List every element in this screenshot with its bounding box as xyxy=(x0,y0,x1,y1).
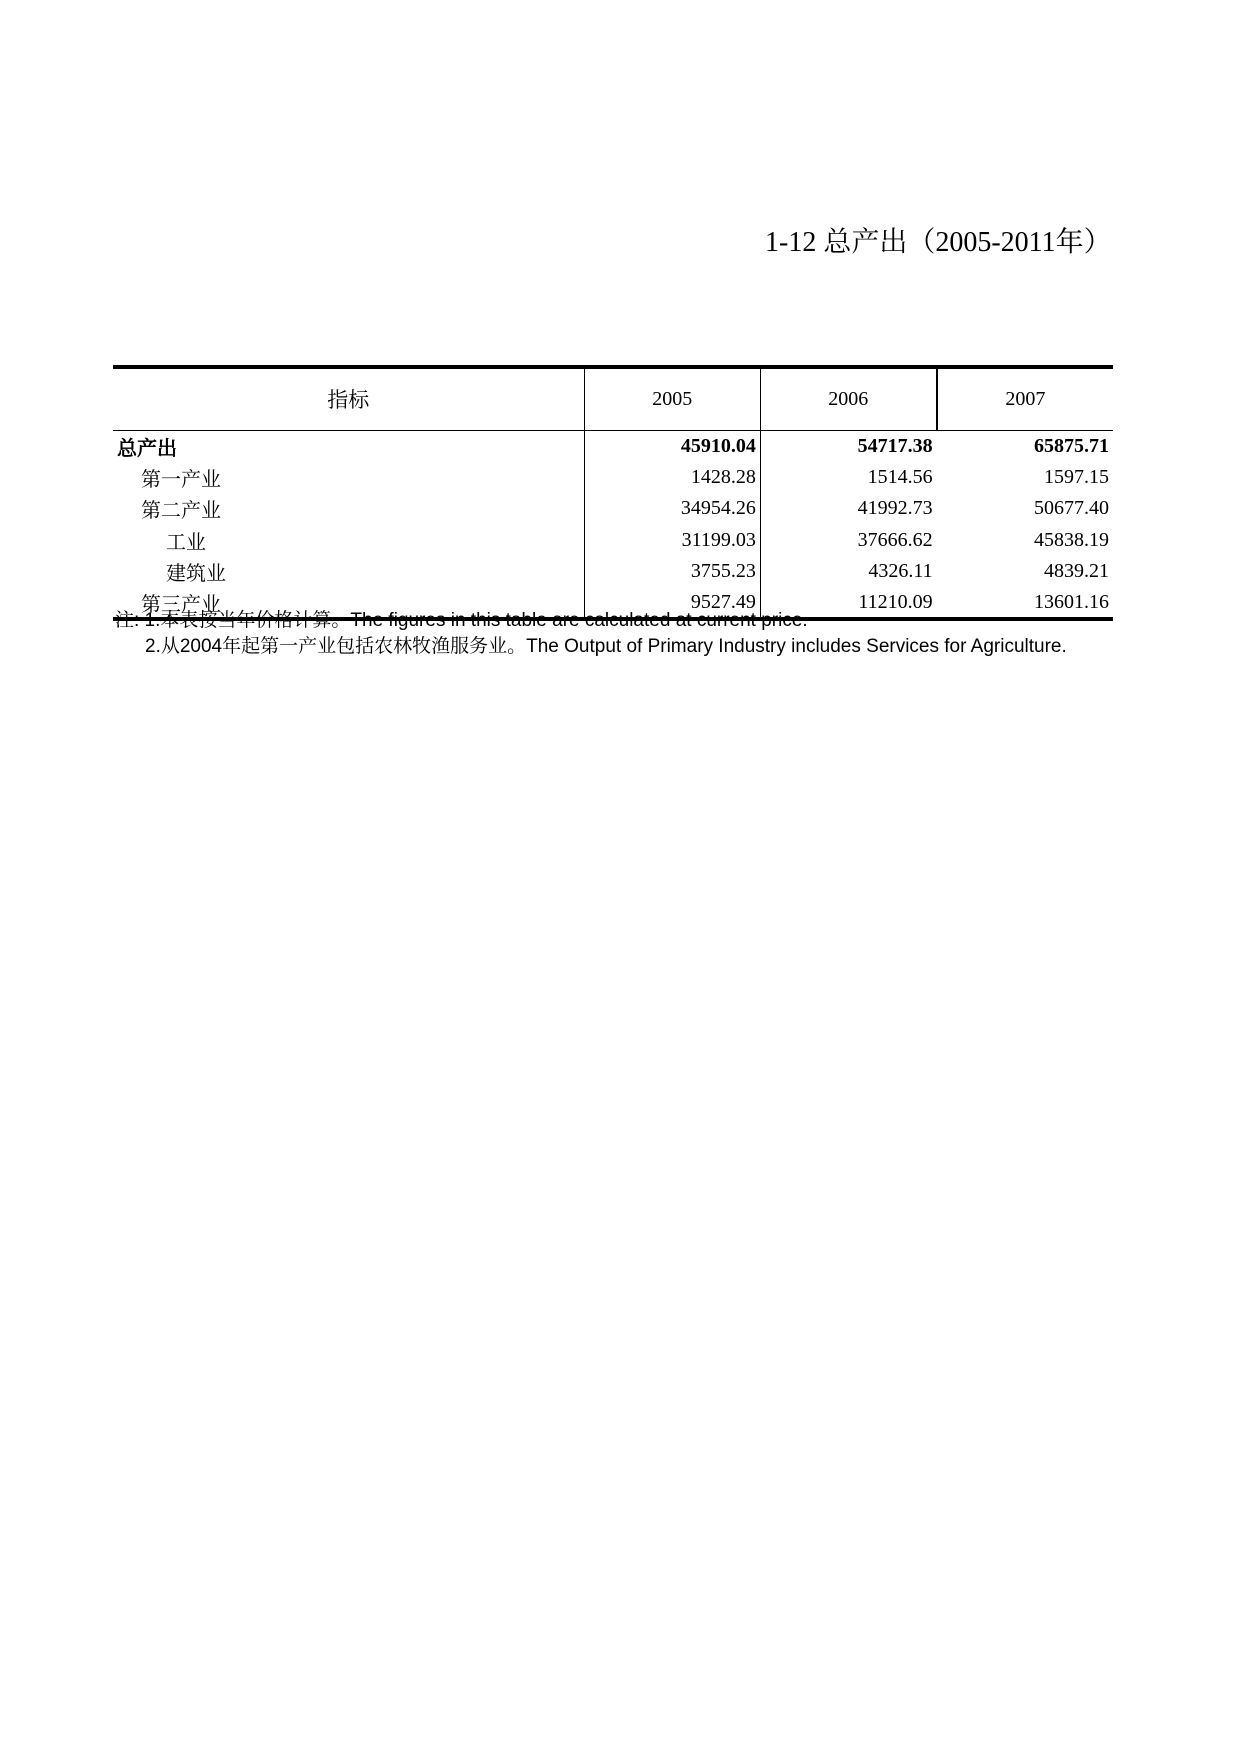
cell-value: 54717.38 xyxy=(857,434,933,457)
cell-value: 45910.04 xyxy=(584,430,760,462)
cell-value: 9527.49 xyxy=(584,588,760,620)
row-label-tertiary-industry: 第三产业 xyxy=(113,588,584,620)
cell-value: 65875.71 xyxy=(1034,434,1109,457)
cell-value: 4839.21 xyxy=(1044,560,1109,583)
cell-value: 34954.26 xyxy=(584,493,760,525)
header-year-2005: 2005 xyxy=(584,367,760,430)
table-row xyxy=(113,556,1113,588)
cell-value: 1514.56 xyxy=(867,465,933,488)
cell-value: 1597.15 xyxy=(1044,465,1109,488)
data-table xyxy=(113,365,1113,621)
row-label-primary-industry: 第一产业 xyxy=(113,462,584,494)
row-label-secondary-industry: 第二产业 xyxy=(113,493,584,525)
cell-value: 1428.28 xyxy=(584,462,760,494)
data-table-container xyxy=(113,365,1109,621)
table-row xyxy=(113,462,1113,494)
row-label-total-output: 总产出 xyxy=(113,430,584,462)
note-line-2: 2.从2004年起第一产业包括农林牧渔服务业。The Output of Primary Industry includes Services for Agriculture. xyxy=(145,636,1067,657)
header-indicator: 指标 xyxy=(113,367,584,430)
header-year-2007: 2007 xyxy=(937,367,1113,430)
cell-value: 13601.16 xyxy=(937,588,1113,620)
row-label-construction: 建筑业 xyxy=(113,556,584,588)
note-line-1: 注: 1.本表按当年价格计算。The figures in this table are calculated at current price. xyxy=(115,610,808,631)
cell-value: 11210.09 xyxy=(760,588,936,620)
row-label-industry: 工业 xyxy=(113,525,584,557)
cell-value: 41992.73 xyxy=(857,497,933,520)
table-notes xyxy=(115,608,1100,657)
table-row xyxy=(113,525,1113,557)
cell-value: 31199.03 xyxy=(584,525,760,557)
cell-value: 4326.11 xyxy=(868,560,933,583)
cell-value: 3755.23 xyxy=(584,556,760,588)
table-row xyxy=(113,493,1113,525)
table-header-row xyxy=(113,367,1113,430)
cell-value: 45838.19 xyxy=(1034,528,1109,551)
cell-value: 37666.62 xyxy=(857,528,933,551)
table-row xyxy=(113,430,1113,462)
header-year-2006: 2006 xyxy=(760,367,936,430)
page-title: 1-12 总产出（2005-2011年） xyxy=(765,227,1112,258)
cell-value: 50677.40 xyxy=(1034,497,1109,520)
